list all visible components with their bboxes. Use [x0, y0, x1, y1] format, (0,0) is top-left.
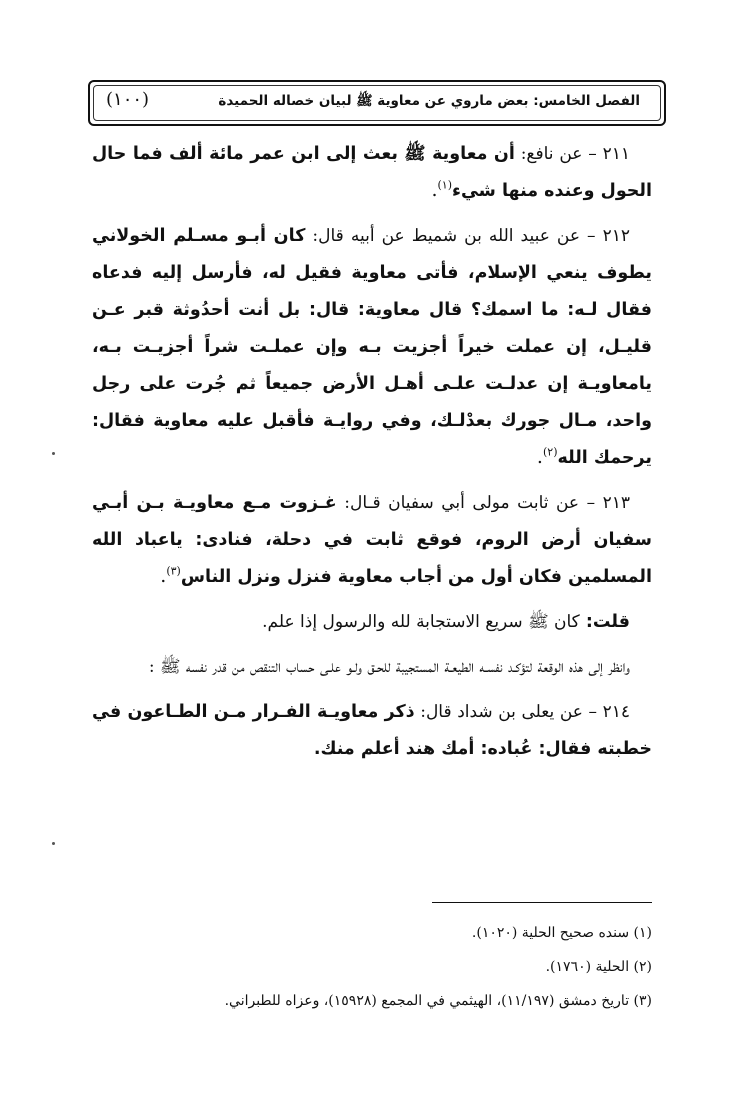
- hadith-212-chain: ٢١٢ – عن عبيد الله بن شميط عن أبيه قال:: [305, 226, 630, 246]
- hadith-211-chain: ٢١١ – عن نافع:: [514, 144, 630, 164]
- hadith-211: [92, 135, 652, 209]
- footnotes: [60, 916, 652, 1018]
- hadith-214: [92, 693, 652, 767]
- author-reflection: [92, 648, 652, 685]
- comment-label: قلت:: [579, 612, 630, 632]
- comment-text: كان ﷺ سريع الاستجابة لله والرسول إذا علم.: [262, 612, 580, 632]
- footnote-3: (٣) تاريخ دمشق (١١/١٩٧)، الهيثمي في المجمع (١٥٩٢٨)، وعزاه للطبراني.: [224, 993, 652, 1009]
- page-number: (١٠٠): [106, 89, 150, 110]
- footnote-1: (١) سنده صحيح الحلية (١٠٢٠).: [471, 925, 652, 941]
- footnote-ref-3: (٣): [166, 564, 181, 578]
- hadith-212-end: .: [536, 446, 543, 468]
- footnote-separator: [432, 902, 652, 903]
- reflection-text: وانظر إلى هذه الوقعة لتؤكـد نفسـه الطيعـة المستجيبة للحـق ولـو علـى حساب التنقص من قدر نفسه ﷺ :: [148, 657, 630, 677]
- hadith-213-text: غـزوت مـع معاويـة بـن أبـي سفيان أرض الروم، فوقع ثابت في دحلة، فنادى: ياعباد الله المسلمين فكان أول من أجاب معاوية فنزل ونزل الناس: [92, 493, 652, 587]
- chapter-title: الفصل الخامس: بعض ماروي عن معاوية ﷺ لبيان خصاله الحميدة: [218, 93, 640, 109]
- main-text: [92, 135, 652, 781]
- hadith-213: [92, 484, 652, 595]
- scan-speck: [52, 842, 55, 845]
- hadith-213-end: .: [160, 565, 167, 587]
- author-comment: [92, 603, 652, 640]
- hadith-214-chain: ٢١٤ – عن يعلى بن شداد قال:: [414, 702, 630, 722]
- hadith-212-text: كان أبـو مسـلم الخولاني يطوف ينعي الإسلام، فأتى معاوية فقيل له، فأرسل إليه فدعاه فقال لـه: ما اسمك؟ قال معاوية: قال: بل أنت أحدُوثة قبر عـن قليـل، إن عملت خيراً أجزيت بـه وإن عملـت شراً أجزيـت بـه، يامعاويـة إن عدلـت علـى أهـل الأرض جميعاً ثم جُرت على رجل واحد، مـال جورك بعدْلـك، وفي روايـة فأقبل عليه معاوية فقال: يرحمك الله: [92, 226, 652, 468]
- footnote-ref-1: (١): [437, 178, 452, 192]
- footnote-ref-2: (٢): [542, 445, 558, 459]
- footnote-2: (٢) الحلية (١٧٦٠).: [545, 959, 652, 975]
- hadith-214-text: ذكر معاويـة الفـرار مـن الطـاعون في خطبته فقال: عُباده: أمك هند أعلم منك.: [92, 702, 652, 759]
- hadith-212: [92, 217, 652, 476]
- running-header: [88, 80, 666, 126]
- hadith-213-chain: ٢١٣ – عن ثابت مولى أبي سفيان قـال:: [336, 493, 630, 513]
- hadith-211-text: أن معاوية ﷺ بعث إلى ابن عمر مائة ألف فما حال الحول وعنده منها شيء: [92, 144, 652, 201]
- hadith-211-end: .: [431, 179, 438, 201]
- scan-speck: [52, 452, 55, 455]
